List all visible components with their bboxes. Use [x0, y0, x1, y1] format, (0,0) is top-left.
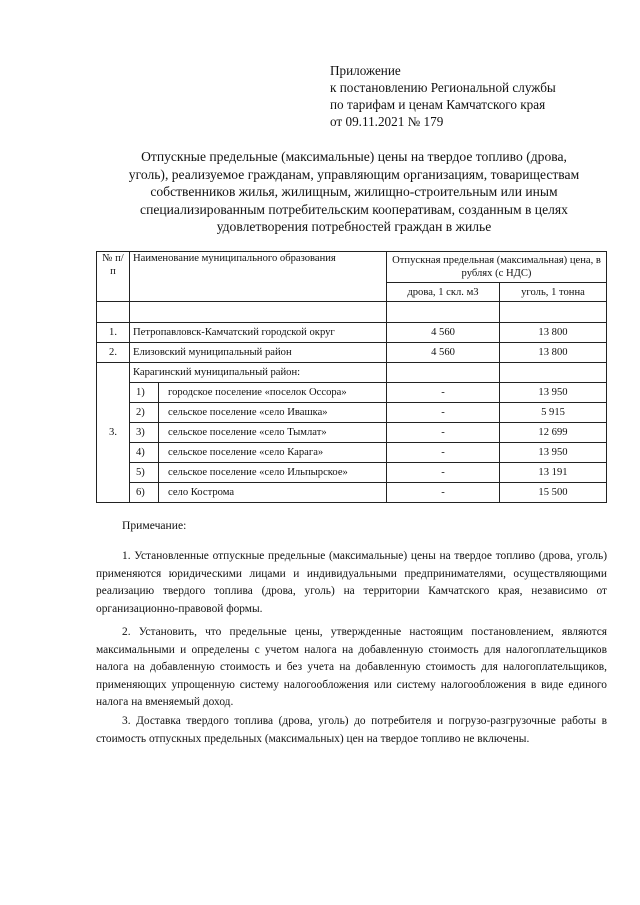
- subrow-wood: -: [387, 443, 500, 463]
- subrow-wood: -: [387, 423, 500, 443]
- appendix-header: [330, 62, 556, 130]
- subrow-name: городское поселение «поселок Оссора»: [168, 387, 347, 398]
- title-line: собственников жилья, жилищным, жилищно-строительным или иным: [150, 184, 558, 200]
- subrow-name: сельское поселение «село Ильпырское»: [168, 467, 348, 478]
- appendix-line: по тарифам и ценам Камчатского края: [330, 97, 546, 112]
- subrow-name: сельское поселение «село Ивашка»: [168, 407, 328, 418]
- row-name: Елизовский муниципальный район: [130, 343, 387, 363]
- subrow-coal: 13 191: [500, 463, 607, 483]
- appendix-line: Приложение: [330, 63, 401, 78]
- table-row: [97, 343, 607, 363]
- subrow-wood: -: [387, 403, 500, 423]
- header-num: № п/п: [97, 252, 130, 302]
- note-paragraph: 2. Установить, что предельные цены, утвержденные настоящим постановлением, являются максимальными и определены с учетом налога на добавленную стоимость для налогоплательщиков налога на добавленную стоимость и без учета на добавленную стоимость для налогоплательщиков, применяющих упрощенную систему налогообложения или систему налогообложения в виде единого налога на вменяемый доход.: [96, 626, 607, 709]
- group-num: 3.: [97, 363, 130, 503]
- table-subrow: [97, 423, 607, 443]
- title-line: специализированным потребительским кооперативам, созданным в целях: [140, 201, 568, 217]
- group-name: Карагинский муниципальный район:: [130, 363, 387, 383]
- subrow-coal: 5 915: [500, 403, 607, 423]
- table-subrow: [97, 443, 607, 463]
- row-wood: 4 560: [387, 343, 500, 363]
- row-name: Петропавловск-Камчатский городской округ: [130, 323, 387, 343]
- row-num: 2.: [97, 343, 130, 363]
- row-coal: 13 800: [500, 323, 607, 343]
- header-name: Наименование муниципального образования: [130, 252, 387, 302]
- subrow-num: 3): [130, 423, 159, 442]
- table-subrow: [97, 383, 607, 403]
- subrow-coal: 12 699: [500, 423, 607, 443]
- header-wood: дрова, 1 скл. м3: [387, 283, 500, 302]
- table-header-row: [97, 252, 607, 283]
- subrow-wood: -: [387, 383, 500, 403]
- subrow-num: 5): [130, 463, 159, 482]
- subrow-wood: -: [387, 463, 500, 483]
- subrow-name: сельское поселение «село Тымлат»: [168, 427, 327, 438]
- note-paragraph: 3. Доставка твердого топлива (дрова, уголь) до потребителя и погрузо-разгрузочные работы в стоимость отпускных предельных (максимальных) цен на твердое топливо не включены.: [96, 715, 607, 745]
- table-row: [97, 323, 607, 343]
- table-subrow: [97, 483, 607, 503]
- row-num: 1.: [97, 323, 130, 343]
- subrow-num: 2): [130, 403, 159, 422]
- table-subrow: [97, 463, 607, 483]
- row-coal: 13 800: [500, 343, 607, 363]
- subrow-name: село Кострома: [168, 487, 235, 498]
- price-table: [96, 251, 607, 503]
- subrow-name: сельское поселение «село Карага»: [168, 447, 324, 458]
- notes-heading: Примечание:: [122, 519, 187, 532]
- title-line: Отпускные предельные (максимальные) цены на твердое топливо (дрова,: [141, 149, 567, 164]
- subrow-num: 6): [130, 483, 159, 502]
- note-paragraph: 1. Установленные отпускные предельные (максимальные) цены на твердое топливо (дрова, уголь) применяются юридическими лицами и индивидуальными предпринимателями, осуществляющими реализацию твердого топлива (дрова, уголь) на территории Камчатского края, независимо от организационно-правовой формы.: [96, 550, 607, 615]
- table-subrow: [97, 403, 607, 423]
- appendix-line: от 09.11.2021 № 179: [330, 114, 444, 129]
- title-line: удовлетворения потребностей граждан в жилье: [216, 219, 492, 235]
- subrow-wood: -: [387, 483, 500, 503]
- subrow-coal: 13 950: [500, 383, 607, 403]
- subrow-num: 1): [130, 383, 159, 402]
- title-line: уголь), реализуемое гражданам, управляющим организациям, товариществам: [128, 166, 580, 182]
- table-group-row: [97, 363, 607, 383]
- document-title: [96, 148, 612, 236]
- row-wood: 4 560: [387, 323, 500, 343]
- subrow-coal: 15 500: [500, 483, 607, 503]
- subrow-coal: 13 950: [500, 443, 607, 463]
- appendix-line: к постановлению Региональной службы: [330, 80, 556, 95]
- subrow-num: 4): [130, 443, 159, 462]
- header-price: Отпускная предельная (максимальная) цена, в рублях (с НДС): [387, 252, 607, 283]
- header-coal: уголь, 1 тонна: [500, 283, 607, 302]
- table-spacer-row: [97, 302, 607, 323]
